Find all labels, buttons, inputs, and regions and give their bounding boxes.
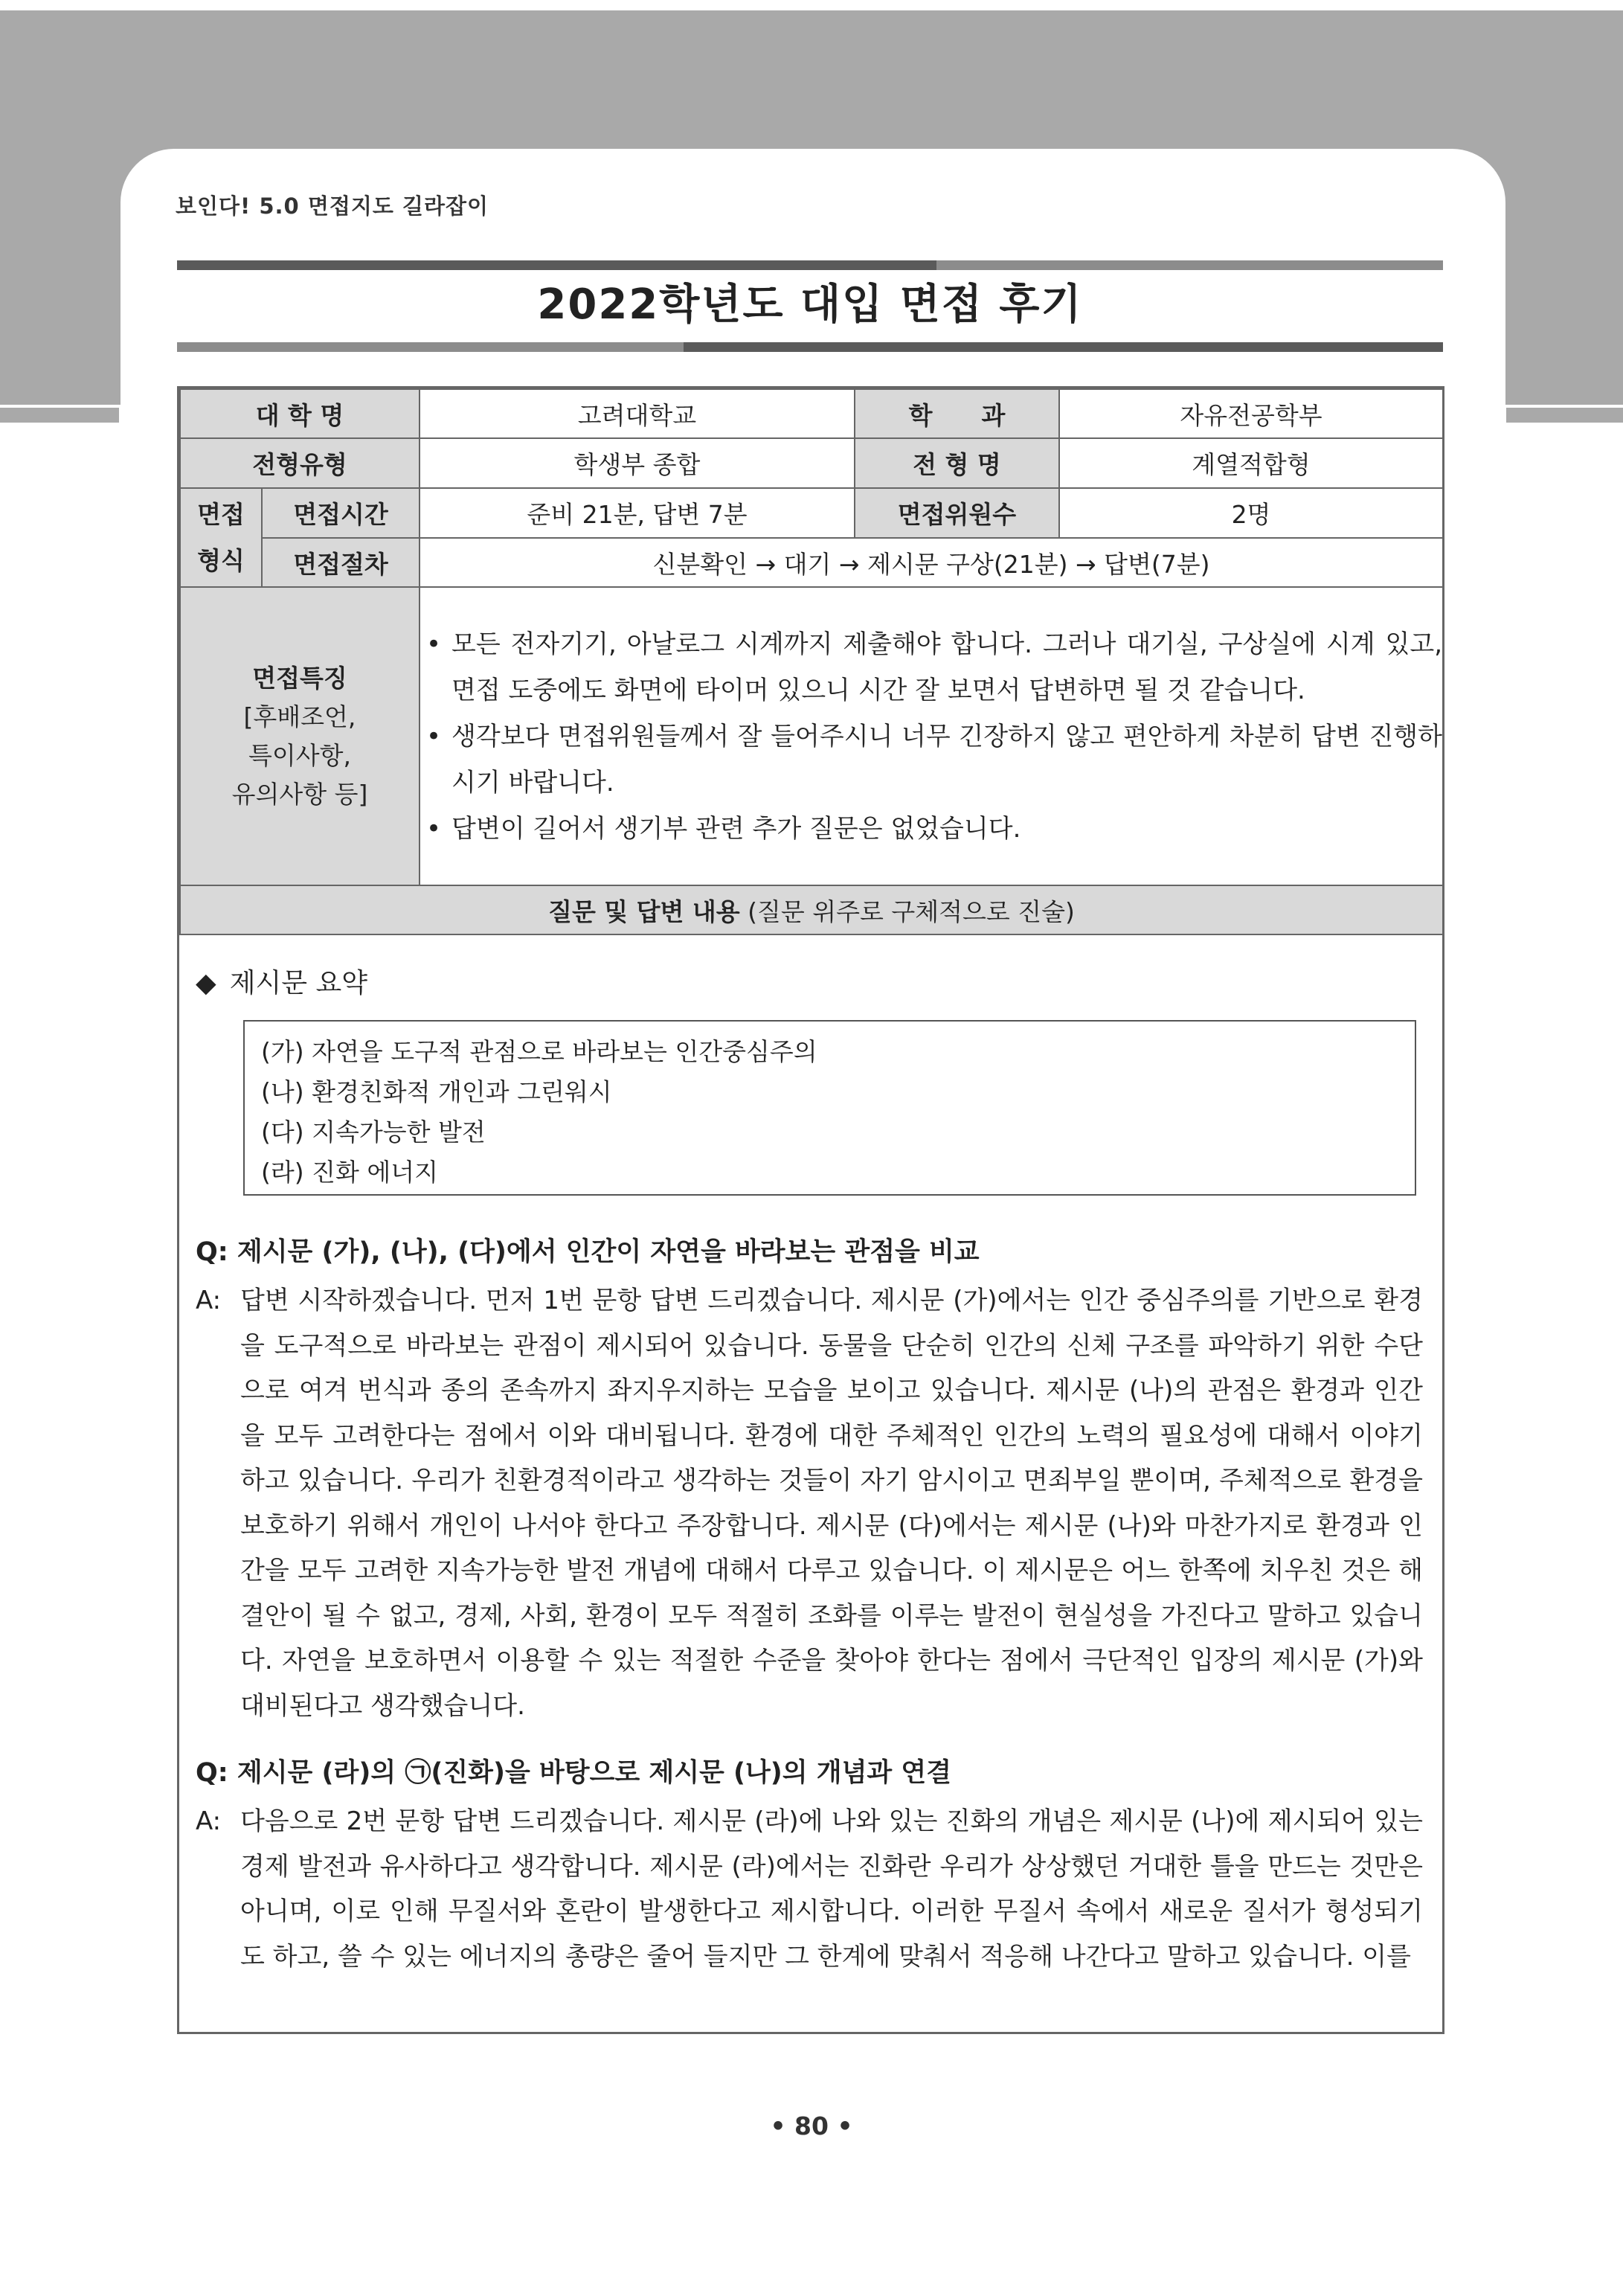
feature-item: • 모든 전자기기, 아날로그 시계까지 제출해야 합니다. 그러나 대기실, 구상실에 시계 있고, 면접 도중에도 화면에 타이머 있으니 시간 잘 보면서 답변하면 될 것 같습니다. <box>420 621 1442 714</box>
title-rule-top <box>177 260 1443 270</box>
answer-2 <box>196 1799 1423 1979</box>
format-label <box>180 488 262 587</box>
admission-name-label: 전 형 명 <box>855 438 1059 488</box>
summary-box <box>243 1020 1416 1196</box>
title-rule-bottom <box>177 342 1443 352</box>
features-list <box>420 621 1442 852</box>
qa-header <box>180 885 1443 934</box>
question-1: Q: 제시문 (가), (나), (다)에서 인간이 자연을 바라보는 관점을 비교 <box>196 1237 980 1267</box>
interviewers-value: 2명 <box>1059 488 1443 538</box>
question-2: Q: 제시문 (라)의 ㉠(진화)을 바탕으로 제시문 (나)의 개념과 연결 <box>196 1758 952 1788</box>
feature-item: • 생각보다 면접위원들께서 잘 들어주시니 너무 긴장하지 않고 편안하게 차분히 답변 진행하시기 바랍니다. <box>420 714 1442 806</box>
interviewers-label: 면접위원수 <box>855 488 1059 538</box>
summary-item: (다) 지속가능한 발전 <box>261 1117 486 1147</box>
university-label: 대 학 명 <box>180 389 420 438</box>
diamond-icon: ◆ <box>196 968 216 998</box>
running-title: 보인다! 5.0 면접지도 길라잡이 <box>176 193 489 219</box>
summary-item: (라) 진화 에너지 <box>261 1158 438 1187</box>
university-value: 고려대학교 <box>420 389 855 438</box>
answer-label: A: <box>196 1286 222 1315</box>
format-label-text: 면접 형식 <box>197 499 245 575</box>
qa-header-rest: (질문 위주로 구체적으로 진술) <box>739 897 1075 926</box>
admission-type-label: 전형유형 <box>180 438 420 488</box>
department-label: 학 과 <box>855 389 1059 438</box>
side-strip-right <box>1506 408 1623 423</box>
time-value: 준비 21분, 답변 7분 <box>420 488 855 538</box>
info-table <box>179 388 1444 935</box>
interview-review-frame <box>177 386 1444 2034</box>
department-value: 자유전공학부 <box>1059 389 1443 438</box>
page-number: • 80 • <box>770 2111 853 2141</box>
admission-name-value: 계열적합형 <box>1059 438 1443 488</box>
qa-header-bold: 질문 및 답변 내용 <box>548 897 740 926</box>
page-title: 2022학년도 대입 면접 후기 <box>537 280 1083 329</box>
time-label: 면접시간 <box>262 488 420 538</box>
procedure-label: 면접절차 <box>262 538 420 587</box>
answer-text: 다음으로 2번 문항 답변 드리겠습니다. 제시문 (라)에 나와 있는 진화의 개념은 제시문 (나)에 제시되어 있는 경제 발전과 유사하다고 생각합니다. 제시문 (라)에서는 진화란 우리가 상상했던 거대한 틀을 만드는 것만은 아니며, 이로 인해 무질서와 혼란이 발생한다고 제시합니다. 이러한 무질서 속에서 새로운 질서가 형성되기도 하고, 쓸 수 있는 에너지의 총량은 줄어 들지만 그 한계에 맞춰서 적응해 나간다고 말하고 있습니다. 이를 <box>240 1806 1423 1972</box>
summary-item: (나) 환경친화적 개인과 그린워시 <box>261 1077 612 1106</box>
admission-type-value: 학생부 종합 <box>420 438 855 488</box>
features-label-main: 면접특징 <box>252 663 347 693</box>
procedure-value: 신분확인 → 대기 → 제시문 구상(21분) → 답변(7분) <box>420 538 1443 587</box>
features-label <box>180 587 420 885</box>
side-strip-left <box>0 408 119 423</box>
features-label-sub: [후배조언, 특이사항, 유의사항 등] <box>231 702 368 809</box>
summary-title-text: 제시문 요약 <box>229 968 368 998</box>
answer-text: 답변 시작하겠습니다. 먼저 1번 문항 답변 드리겠습니다. 제시문 (가)에서는 인간 중심주의를 기반으로 환경을 도구적으로 바라보는 관점이 제시되어 있습니다. 동물을 단순히 인간의 신체 구조를 파악하기 위한 수단으로 여겨 번식과 종의 존속까지 좌지우지하는 모습을 보이고 있습니다. 제시문 (나)의 관점은 환경과 인간을 모두 고려한다는 점에서 이와 대비됩니다. 환경에 대한 주체적인 인간의 노력의 필요성에 대해서 이야기하고 있습니다. 우리가 친환경적이라고 생각하는 것들이 자기 암시이고 면죄부일 뿐이며, 주체적으로 환경을 보호하기 위해서 개인이 나서야 한다고 주장합니다. 제시문 (다)에서는 제시문 (나)와 마찬가지로 환경과 인간을 모두 고려한 지속가능한 발전 개념에 대해서 다루고 있습니다. 이 제시문은 어느 한쪽에 치우친 것은 해결안이 될 수 없고, 경제, 사회, 환경이 모두 적절히 조화를 이루는 발전이 현실성을 가진다고 말하고 있습니다. 자연을 보호하면서 이용할 수 있는 적절한 수준을 찾아야 한다는 점에서 극단적인 입장의 제시문 (가)와 대비된다고 생각했습니다. <box>240 1286 1423 1721</box>
summary-item: (가) 자연을 도구적 관점으로 바라보는 인간중심주의 <box>261 1037 817 1066</box>
answer-label: A: <box>196 1806 222 1836</box>
features-cell <box>420 587 1443 885</box>
summary-title <box>196 966 367 1001</box>
answer-1 <box>196 1278 1423 1728</box>
feature-item: • 답변이 길어서 생기부 관련 추가 질문은 없었습니다. <box>420 806 1442 852</box>
